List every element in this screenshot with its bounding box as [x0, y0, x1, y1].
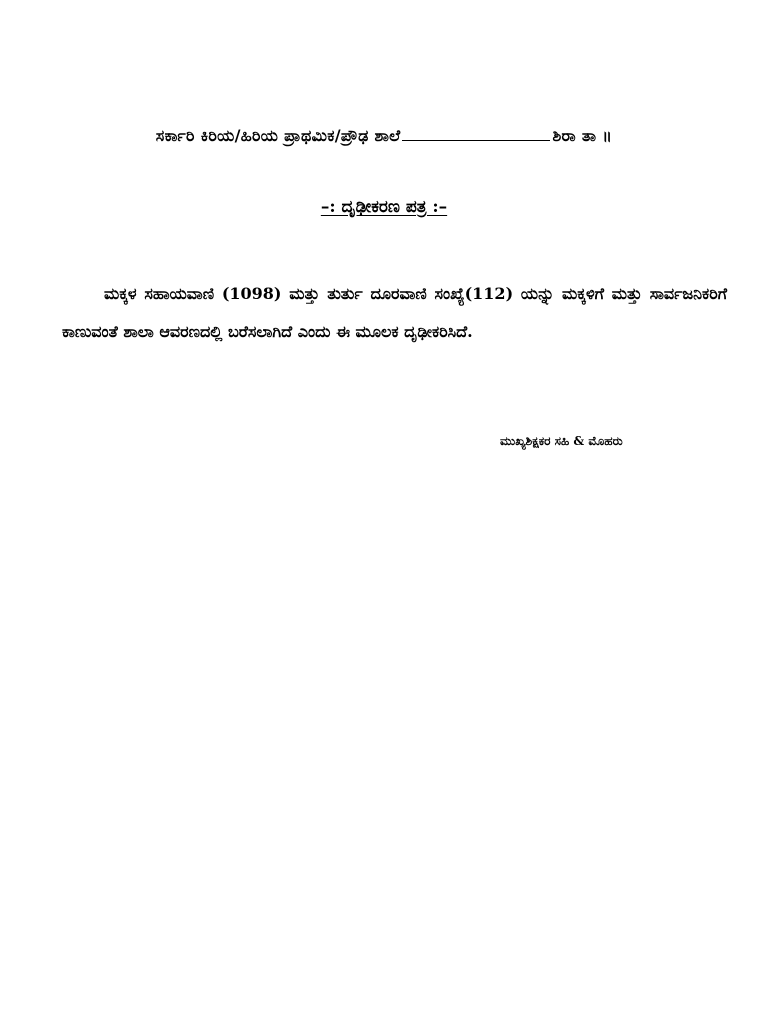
body-paragraph: ಮಕ್ಕಳ ಸಹಾಯವಾಣಿ (1098) ಮತ್ತು ತುರ್ತು ದೂರವಾಣಿ ಸಂಖ್ಯೆ(112) ಯನ್ನು ಮಕ್ಕಳಿಗೆ ಮತ್ತು ಸಾರ್ವಜನಿಕರಿಗೆ ಕಾಣುವಂತೆ ಶಾಲಾ ಆವರಣದಲ್ಲಿ ಬರೆಸಲಾಗಿದೆ ಎಂದು ಈ ಮೂಲಕ ದೃಢೀಕರಿಸಿದೆ.	[62, 284, 727, 341]
document-title-text: –: ದೃಢೀಕರಣ ಪತ್ರ :–	[320, 197, 448, 217]
school-name-blank-line	[402, 140, 550, 141]
school-heading-left: ಸರ್ಕಾರಿ ಕಿರಿಯ/ಹಿರಿಯ ಪ್ರಾಥಮಿಕ/ಪ್ರೌಢ ಶಾಲೆ	[155, 126, 401, 145]
document-title	[0, 197, 768, 217]
school-heading	[0, 126, 768, 146]
school-heading-right: ಶಿರಾ ತಾ ॥	[552, 126, 613, 145]
signature-label: ಮುಖ್ಯಶಿಕ್ಷಕರ ಸಹಿ & ಮೊಹರು	[500, 434, 623, 448]
